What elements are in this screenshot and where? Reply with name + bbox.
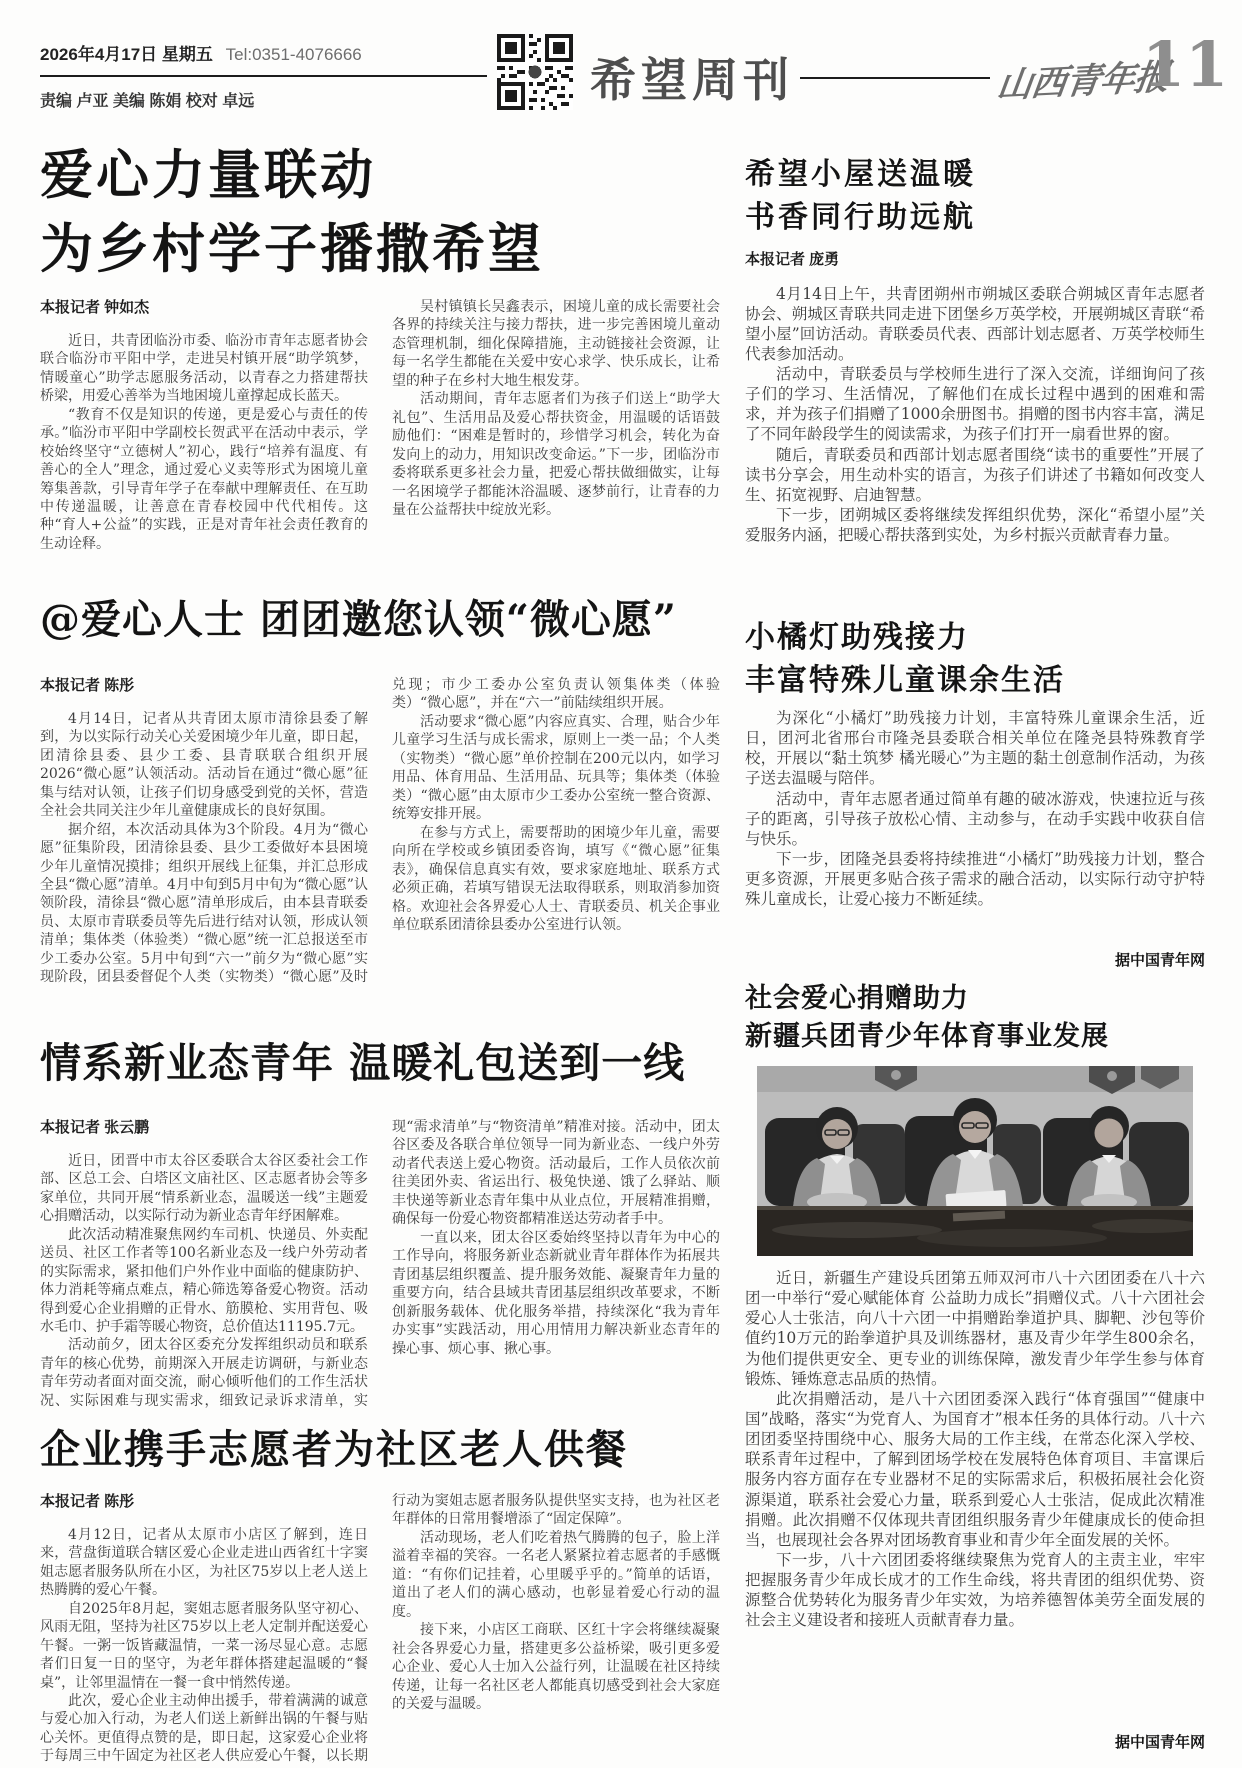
paragraph: 此次，爱心企业主动伸出援手，带着满满的诚意与爱心加入行动，为老人们送上新鲜出锅的午餐与贴心关怀。更值得点赞的是，即日起，这家爱心企业将于每周三中午固定为社区老人供应爱心午餐，以长期行动为窦姐志愿者服务队提供坚实支持，也为社区老年群体的日常用餐增添了“固定保障”。 <box>40 1493 720 1765</box>
right-article2-body <box>745 708 1205 970</box>
newspaper-masthead: 山西青年报 <box>994 56 1171 107</box>
right-article1-body <box>745 250 1205 590</box>
article4-body <box>40 1492 720 1768</box>
article3-paragraphs <box>40 1118 720 1418</box>
paragraph: 随后，青联委员和西部计划志愿者围绕“读书的重要性”开展了读书分享会，用生动朴实的语言，为孩子们讲述了书籍如何改变人生、拓宽视野、启迪智慧。 <box>745 445 1205 504</box>
paragraph: 4月14日，记者从共青团太原市清徐县委了解到，为以实际行动关心关爱困境少年儿童，即日起，团清徐县委、县少工委、县青联联合组织开展2026“微心愿”认领活动。活动旨在通过“微心愿”征集与结对认领，让孩子们切身感受到党的关怀，营造全社会共同关注少年儿童健康成长的良好氛围。 <box>40 710 368 820</box>
paragraph: 近日，共青团临汾市委、临汾市青年志愿者协会联合临汾市平阳中学，走进吴村镇开展“助学筑梦，情暖童心”助学志愿服务活动，以青春之力搭建帮扶桥梁，用爱心善举为当地困境儿童撑起成长蓝天。 <box>40 332 368 405</box>
headline-line1: 小橘灯助残接力 <box>745 620 969 655</box>
header-rule-left <box>40 75 487 77</box>
right-article3-headline <box>745 980 1215 1056</box>
paragraph: “教育不仅是知识的传递，更是爱心与责任的传承。”临汾市平阳中学副校长贺武平在活动中表示，学校始终坚守“立德树人”初心，践行“培养有温度、有善心的全人”理念，通过爱心义卖等形式为困境儿童筹集善款，引导青年学子在奉献中理解责任、在互助中传递温暖，让善意在青春校园中代代相传。这种“育人+公益”的实践，正是对青年社会责任教育的生动诠释。 <box>40 406 368 552</box>
article2-byline: 本报记者 陈彤 <box>40 677 135 694</box>
paragraph: 4月12日，记者从太原市小店区了解到，连日来，营盘街道联合辖区爱心企业走进山西省红十字窦姐志愿者服务队所在小区，为社区75岁以上老人送上热腾腾的爱心午餐。 <box>40 1526 368 1599</box>
right-article2-paragraphs <box>745 708 1205 909</box>
paragraph: 吴村镇镇长吴鑫表示，困境儿童的成长需要社会各界的持续关注与接力帮扶，进一步完善困境儿童动态管理机制，细化保障措施，主动链接社会资源，让每一名学生都能在关爱中安心求学、快乐成长，让希望的种子在乡村大地生根发芽。 <box>392 299 720 389</box>
right-article3-body <box>745 1268 1205 1752</box>
paragraph: 活动中，青年志愿者通过简单有趣的破冰游戏，快速拉近与孩子的距离，引导孩子放松心情、主动参与，在动手实践中收获自信与快乐。 <box>745 789 1205 848</box>
article1-paragraphs <box>40 298 720 580</box>
paragraph: 近日，团晋中市太谷区委联合太谷区委社会工作部、区总工会、白塔区文庙社区、区志愿者协会等多家单位，共同开展“情系新业态，温暖送一线”主题爱心捐赠活动，以实际行动为新业态青年纾困解难。 <box>40 1152 368 1225</box>
article2-body <box>40 676 720 1020</box>
page-number: 11 <box>1142 28 1229 101</box>
headline-line2: 新疆兵团青少年体育事业发展 <box>745 1021 1109 1052</box>
article2-paragraphs <box>40 676 720 1020</box>
article4-paragraphs <box>40 1492 720 1768</box>
paragraph: 据介绍，本次活动具体为3个阶段。4月为“微心愿”征集阶段，团清徐县委、县少工委做好本县困境少年儿童情况摸排；组织开展线上征集，并汇总形成全县“微心愿”清单。4月中旬到5月中旬为“微心愿”认领阶段，清徐县“微心愿”清单形成后，由本县青联委员、太原市青联委员等先后进行结对认领，形成认领清单；集体类（体验类）“微心愿”统一汇总报送至市少工委办公室。5月中旬到“六一”前夕为“微心愿”实现阶段，团县委督促个人类（实物类）“微心愿”及时兑现；市少工委办公室负责认领集体类（体验类）“微心愿”，并在“六一”前陆续组织开展。 <box>40 677 720 986</box>
paragraph: 活动中，青联委员与学校师生进行了深入交流，详细询问了孩子们的学习、生活情况，了解他们在成长过程中遇到的困难和需求，并为孩子们捐赠了1000余册图书。捐赠的图书内容丰富，满足了不同年龄段学生的阅读需求，为孩子们打开一扇看世界的窗。 <box>745 365 1205 444</box>
headline-line1: 爱心力量联动 <box>40 144 376 206</box>
weekly-section-title: 希望周刊 <box>590 54 794 106</box>
donation-ceremony-photo <box>757 1066 1193 1256</box>
headline-line2: 书香同行助远航 <box>745 200 976 235</box>
paragraph: 4月14日上午，共青团朔州市朔城区委联合朔城区青年志愿者协会、朔城区青联共同走进下团堡乡万英学校，开展朔城区青联“希望小屋”回访活动。青联委员代表、西部计划志愿者、万英学校师生代表参加活动。 <box>745 284 1205 363</box>
headline-line1: 社会爱心捐赠助力 <box>745 983 969 1014</box>
paragraph: 近日，新疆生产建设兵团第五师双河市八十六团团委在八十六团一中举行“爱心赋能体育 公益助力成长”捐赠仪式。八十六团社会爱心人士张洁，向八十六团一中捐赠跆拳道护具、脚靶、沙包等价值约10万元的跆拳道护具及训练器材，惠及青少年学生800余名，为他们提供更安全、更专业的训练保障，激发青少年学生参与体育锻炼、锤炼意志品质的热情。 <box>745 1269 1205 1388</box>
source-credit: 据中国青年网 <box>1105 951 1205 971</box>
paragraph: 在参与方式上，需要帮助的困境少年儿童，需要向所在学校或乡镇团委咨询，填写《“微心愿”征集表》，确保信息真实有效，要求家庭地址、联系方式必须正确，若填写错误无法取得联系，则取消参加资格。欢迎社会各界爱心人士、青联委员、机关企事业单位联系团清徐县委办公室进行认领。 <box>392 824 720 934</box>
right-article1-headline <box>745 153 1215 239</box>
article4-byline: 本报记者 陈彤 <box>40 1493 135 1510</box>
headline-line2: 为乡村学子播撒希望 <box>40 218 544 280</box>
paragraph: 此次活动精准聚焦网约车司机、快递员、外卖配送员、社区工作者等100名新业态及一线户外劳动者的实际需求，紧扣他们户外作业中面临的健康防护、体力消耗等痛点难点，精心筛选筹备爱心物资。活动得到爱心企业捐赠的正骨水、筋膜枪、实用背包、吸水毛巾、护手霜等暖心物资，总价值达11195.7元。 <box>40 1226 368 1336</box>
paragraph: 为深化“小橘灯”助残接力计划，丰富特殊儿童课余生活，近日，团河北省邢台市隆尧县委联合相关单位在隆尧县特殊教育学校，开展以“黏土筑梦 橘光暖心”为主题的黏土创意制作活动，为孩子送去温暖与陪伴。 <box>745 709 1205 788</box>
source-credit: 据中国青年网 <box>1105 1733 1205 1753</box>
headline-line1: 希望小屋送温暖 <box>745 157 976 192</box>
date-line <box>40 40 362 65</box>
article1-body <box>40 298 720 580</box>
paragraph: 下一步，团朔城区委将继续发挥组织优势，深化“希望小屋”关爱服务内涵，把暖心帮扶落到实处，为乡村振兴贡献青春力量。 <box>745 506 1205 545</box>
paragraph: 活动期间，青年志愿者们为孩子们送上“助学大礼包”、生活用品及爱心帮扶资金，用温暖的话语鼓励他们：“困难是暂时的，珍惜学习机会，转化为奋发向上的动力，用知识改变命运。”下一步，团临汾市委将联系更多社会力量，把爱心帮扶做细做实，让每一名困境学子都能沐浴温暖、逐梦前行，让青春的力量在公益帮扶中绽放光彩。 <box>392 391 720 519</box>
date-text: 2026年4月17日 星期五 <box>40 45 213 64</box>
phone-number: Tel:0351-4076666 <box>225 45 362 64</box>
paragraph: 自2025年8月起，窦姐志愿者服务队坚守初心、风雨无阻，坚持为社区75岁以上老人定制并配送爱心午餐。一粥一饭皆藏温情，一菜一汤尽显心意。志愿者们日复一日的坚守，为老年群体搭建起温暖的“餐桌”，让邻里温情在一餐一食中悄然传递。 <box>40 1600 368 1691</box>
editors-line: 责编 卢亚 美编 陈娟 校对 卓远 <box>40 93 255 110</box>
paragraph: 活动前夕，团太谷区委充分发挥组织动员和联系青年的核心优势，前期深入开展走访调研，与新业态青年劳动者面对面交流，耐心倾听他们的工作生活状况、实际困难与现实需求，细致记录诉求清单，实现“需求清单”与“物资清单”精准对接。活动中，团太谷区委及各联合单位领导一同为新业态、一线户外劳动者代表送上爱心物资。活动最后，工作人员依次前往美团外卖、省运出行、极兔快递、饿了么驿站、顺丰快递等新业态青年集中从业点位，开展精准捐赠，确保每一份爱心物资都精准送达劳动者手中。 <box>40 1119 720 1409</box>
paragraph: 下一步，团隆尧县委将持续推进“小橘灯”助残接力计划，整合更多资源，开展更多贴合孩子需求的融合活动，以实际行动守护特殊儿童成长，让爱心接力不断延续。 <box>745 849 1205 909</box>
qr-code <box>497 34 573 114</box>
right-article1-paragraphs <box>745 284 1205 546</box>
article1-headline <box>40 138 740 286</box>
article3-byline: 本报记者 张云鹏 <box>40 1119 150 1136</box>
paragraph: 活动要求“微心愿”内容应真实、合理，贴合少年儿童学习生活与成长需求，原则上一类一品；个人类（实物类）“微心愿”单价控制在200元以内，如学习用品、体育用品、生活用品、玩具等；集体类（体验类）“微心愿”由太原市少工委办公室统一整合资源、统筹安排开展。 <box>392 713 720 823</box>
article2-headline: @爱心人士 团团邀您认领“微心愿” <box>40 596 677 643</box>
article4-headline: 企业携手志愿者为社区老人供餐 <box>40 1426 628 1473</box>
paragraph: 此次捐赠活动，是八十六团团委深入践行“体育强国”“健康中国”战略，落实“为党育人、为国育才”根本任务的具体行动。八十六团团委坚持围绕中心、服务大局的工作主线，在常态化深入学校、联系青年过程中，了解到团场学校在发展特色体育项目、丰富课后服务内容方面存在专业器材不足的实际需求后，积极拓展社会化资源渠道，联系社会爱心力量，联系到爱心人士张洁，促成此次精准捐赠。此次捐赠不仅体现共青团组织服务青少年健康成长的使命担当，也展现社会各界对团场教育事业和青少年全面发展的关怀。 <box>745 1389 1205 1549</box>
paragraph: 活动现场，老人们吃着热气腾腾的包子，脸上洋溢着幸福的笑容。一名老人紧紧拉着志愿者的手感慨道：“有你们记挂着，心里暖乎乎的。”简单的话语，道出了老人们的满心感动，也彰显着爱心行动的温度。 <box>392 1529 720 1620</box>
headline-line2: 丰富特殊儿童课余生活 <box>745 663 1065 698</box>
right-article2-headline <box>745 616 1215 702</box>
paragraph: 一直以来，团太谷区委始终坚持以青年为中心的工作导向，将服务新业态新就业青年群体作为拓展共青团基层组织覆盖、提升服务效能、凝聚青年力量的重要方向，结合县域共青团基层组织改革要求，不断创新服务载体、优化服务举措，持续深化“我为青年办实事”实践活动，用心用情用力解决新业态青年的操心事、烦心事、揪心事。 <box>392 1229 720 1357</box>
article1-byline: 本报记者 钟如杰 <box>40 299 150 316</box>
right-article1-byline: 本报记者 庞勇 <box>745 251 840 268</box>
article3-headline: 情系新业态青年 温暖礼包送到一线 <box>40 1039 686 1087</box>
article3-body <box>40 1118 720 1418</box>
paragraph: 下一步，八十六团团委将继续聚焦为党育人的主责主业，牢牢把握服务青少年成长成才的工作生命线，将共青团的组织优势、资源整合优势转化为服务青少年实效，为培养德智体美劳全面发展的社会主义建设者和接班人贡献青春力量。 <box>745 1550 1205 1630</box>
right-article3-paragraphs <box>745 1268 1205 1631</box>
paragraph: 接下来，小店区工商联、区红十字会将继续凝聚社会各界爱心力量，搭建更多公益桥梁，吸引更多爱心企业、爱心人士加入公益行列，让温暖在社区持续传递，让每一名社区老人都能真切感受到社会大家庭的关爱与温暖。 <box>392 1622 720 1713</box>
header-rule-right <box>800 77 990 79</box>
